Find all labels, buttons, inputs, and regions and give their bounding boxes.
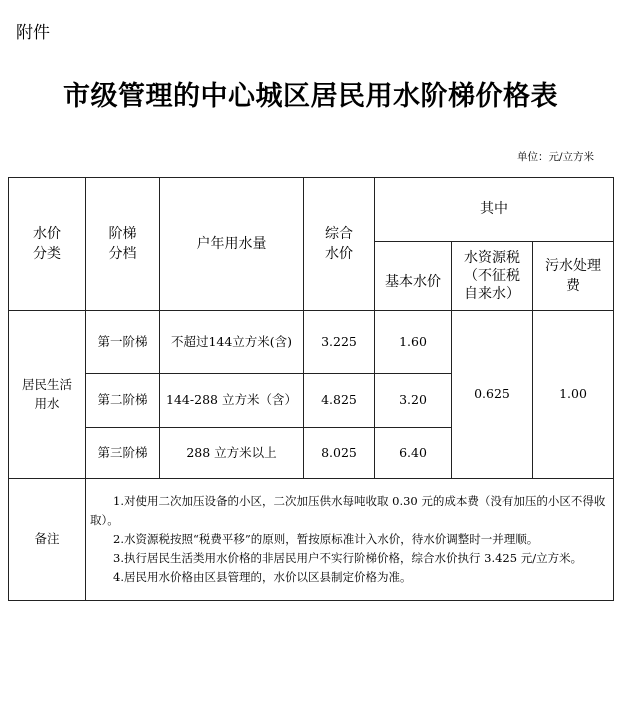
header-text: 水价	[33, 225, 61, 242]
header-text: 费	[566, 278, 581, 294]
water-resource-tax-cell: 0.625	[452, 311, 533, 479]
header-text: 分类	[33, 246, 61, 262]
header-basic-price: 基本水价	[375, 242, 452, 311]
header-text: 综合	[325, 225, 353, 242]
tier-cell: 第三阶梯	[86, 428, 160, 479]
tier-cell: 第二阶梯	[86, 374, 160, 428]
notes-row	[9, 479, 614, 601]
header-sewage-fee	[533, 242, 614, 311]
header-text: 自来水）	[464, 286, 520, 303]
note-item: 2.水资源税按照“税费平移”的原则，暂按原标准计入水价，待水价调整时一并理顺。	[113, 532, 539, 546]
header-of-which: 其中	[375, 178, 614, 242]
water-price-table	[8, 177, 614, 601]
basic-price-cell: 3.20	[375, 374, 452, 428]
usage-cell: 不超过144立方米(含)	[160, 311, 304, 374]
category-text: 用水	[34, 395, 60, 411]
tier-cell: 第一阶梯	[86, 311, 160, 374]
notes-label: 备注	[9, 479, 86, 601]
unit-label: 单位：元/立方米	[516, 151, 594, 163]
composite-price-cell: 3.225	[304, 311, 375, 374]
header-text: （不征税	[464, 267, 520, 284]
composite-price-cell: 4.825	[304, 374, 375, 428]
header-text: 水价	[325, 246, 353, 262]
header-water-resource-tax	[452, 242, 533, 311]
header-text: 分档	[108, 246, 137, 262]
attachment-label: 附件	[16, 23, 50, 43]
composite-price-cell: 8.025	[304, 428, 375, 479]
header-annual-usage: 户年用水量	[160, 178, 304, 311]
note-item: 4.居民用水价格由区县管理的，水价以区县制定价格为准。	[113, 570, 412, 584]
usage-cell: 288 立方米以上	[160, 428, 304, 479]
category-text: 居民生活	[21, 377, 72, 393]
page-title: 市级管理的中心城区居民用水阶梯价格表	[63, 81, 558, 112]
sewage-fee-cell: 1.00	[533, 311, 614, 479]
note-item: 1.对使用二次加压设备的小区，二次加压供水每吨收取 0.30 元的成本费（没有加压的小区不得收取）。	[90, 494, 606, 527]
header-text: 污水处理	[545, 257, 602, 274]
category-cell	[9, 311, 86, 479]
header-text: 阶梯	[108, 225, 137, 242]
notes-content	[86, 479, 614, 601]
table-row	[9, 311, 614, 374]
header-tier	[86, 178, 160, 311]
basic-price-cell: 6.40	[375, 428, 452, 479]
basic-price-cell: 1.60	[375, 311, 452, 374]
header-text: 水资源税	[464, 249, 520, 266]
header-category	[9, 178, 86, 311]
header-composite-price	[304, 178, 375, 311]
usage-cell: 144-288 立方米（含）	[160, 374, 304, 428]
note-item: 3.执行居民生活类用水价格的非居民用户不实行阶梯价格，综合水价执行 3.425 元/立方米。	[113, 551, 583, 565]
